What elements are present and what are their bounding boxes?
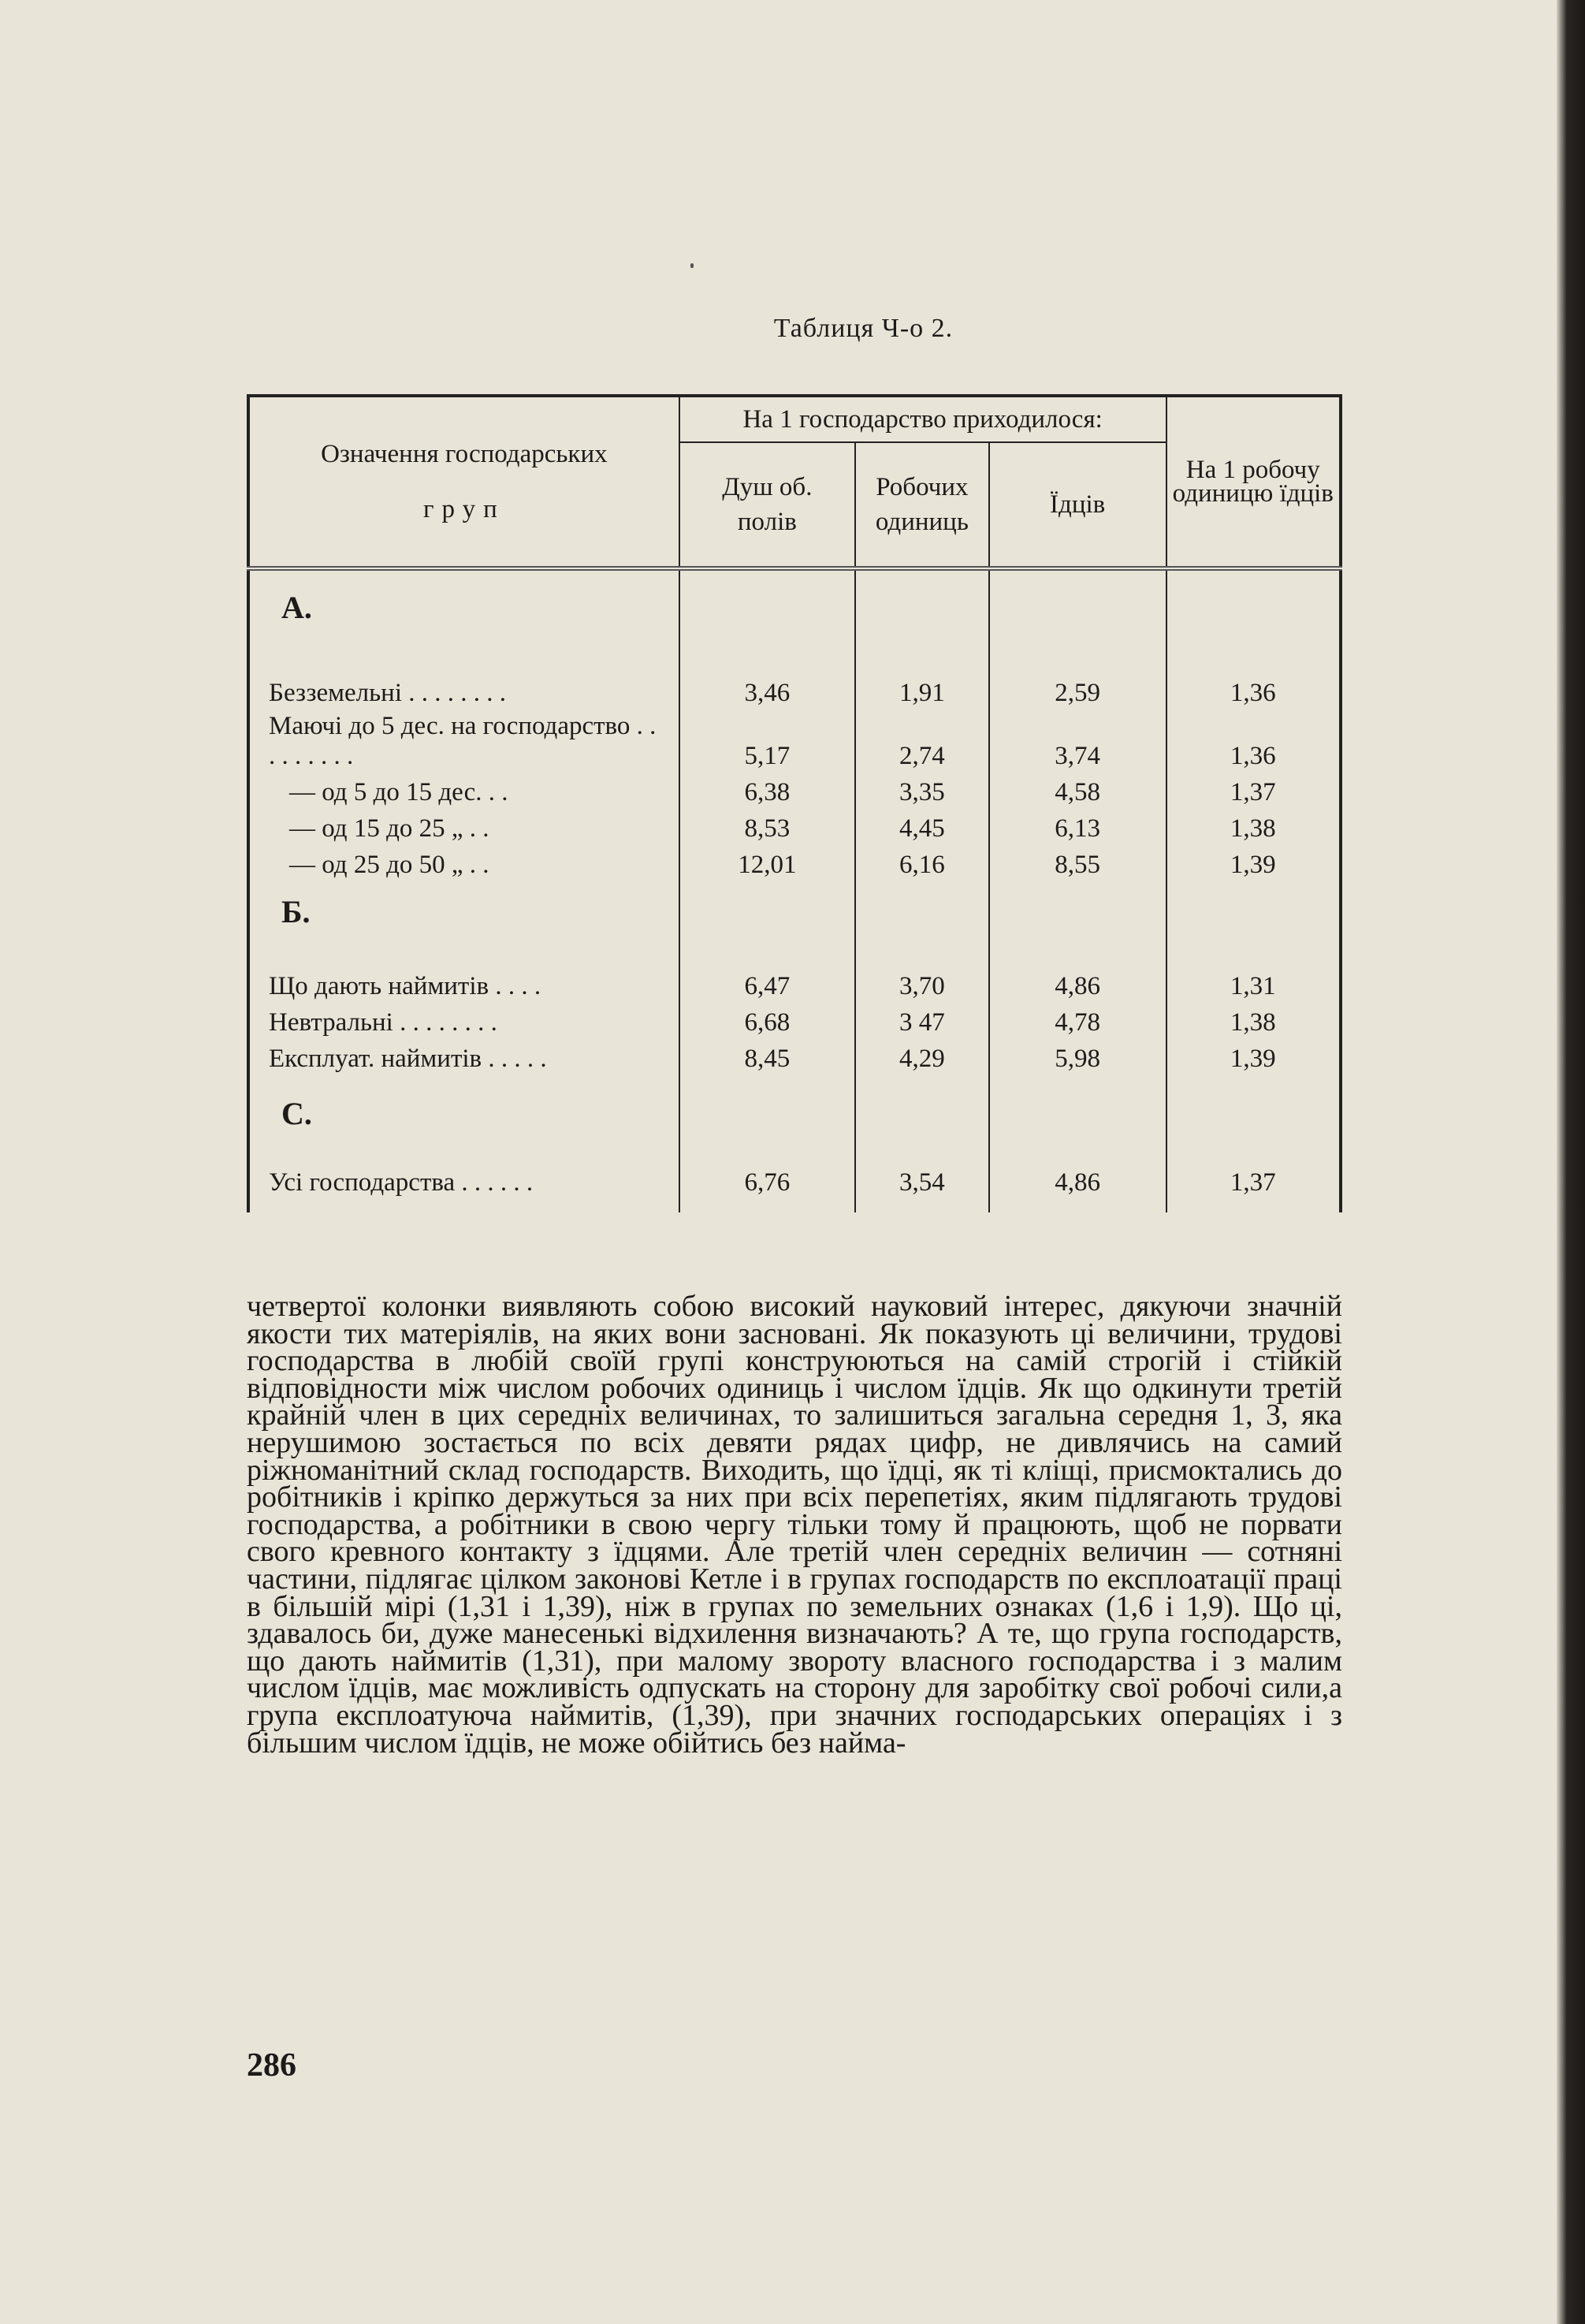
group-heading-c: С.	[248, 1074, 679, 1153]
header-group-col: Означення господарських груп	[248, 396, 679, 568]
cell-workers: 6,16	[855, 844, 989, 880]
header-span: На 1 господарство приходилося:	[679, 396, 1166, 442]
row-label: — од 15 до 25 „ . .	[248, 807, 679, 844]
header-eaters: Їдців	[989, 442, 1166, 568]
row-label: Безземельні . . . . . . . .	[248, 643, 679, 708]
cell-workers: 4,29	[855, 1037, 989, 1074]
cell-workers: 1,91	[855, 643, 989, 708]
cell-souls: 6,76	[679, 1153, 855, 1212]
header-workers: Робочих одиниць	[855, 442, 989, 568]
row-label: Експлуат. наймитів . . . . .	[248, 1037, 679, 1074]
cell-ratio: 1,39	[1166, 844, 1341, 880]
cell-souls: 5,17	[679, 708, 855, 771]
row-label: Невтральні . . . . . . . .	[248, 1001, 679, 1037]
cell-workers: 3 47	[855, 1001, 989, 1037]
cell-souls: 6,68	[679, 1001, 855, 1037]
cell-souls: 12,01	[679, 844, 855, 880]
cell-ratio: 1,37	[1166, 1153, 1341, 1212]
body-paragraph: четвертої колонки виявляють собою високий науковий інтерес, дякуючи значній якости тих матеріялів, на яких вони засновані. Як показують ці величини, трудові господарства в любій своїй групі конструюються на самій строгій і стійкій відповідности між числом робочих одиниць і числом їдців. Як що одкинути третій крайній член в цих середніх величинах, то залишиться загальна середня 1, 3, яка нерушимою зостається по всіх девяти рядах цифр, не дивлячись на самий ріжноманітний склад господарств. Виходить, що їдці, як ті кліщі, присмоктались до робітників і кріпко держуться за них при всіх перепетіях, яким підлягають трудові господарства, а робітники в свою чергу тільки тому й працюють, щоб не порвати свого кревного контакту з їдцями. Але третій член середніх величин — сотняні частини, підлягає цілком законові Кетле і в групах господарств по експлоатації праці в більшій мірі (1,31 і 1,39), ніж в групах по земельних ознаках (1,6 і 1,9). Що ці, здавалось би, дуже манесенькі відхилення визначають? А те, що група господарств, що дають наймитів (1,31), при малому звороту власного господарства і з малим числом їдців, має можливість одпускать на сторону для заробітку свої робочі сили,а група експлоатуюча наймитів, (1,39), при значних господарських операціях і з більшим числом їдців, не може обійтись без найма-	[247, 1290, 1342, 1760]
cell-eaters: 2,59	[989, 643, 1166, 708]
cell-ratio: 1,31	[1166, 943, 1341, 1001]
cell-eaters: 5,98	[989, 1037, 1166, 1074]
row-label: Що дають наймитів . . . .	[248, 943, 679, 1001]
cell-eaters: 4,78	[989, 1001, 1166, 1037]
cell-ratio: 1,37	[1166, 771, 1341, 807]
cell-souls: 6,38	[679, 771, 855, 807]
header-souls: Душ об. полів	[679, 442, 855, 568]
page-number: 286	[247, 2047, 296, 2084]
cell-eaters: 3,74	[989, 708, 1166, 771]
cell-eaters: 4,58	[989, 771, 1166, 807]
row-label: — од 25 до 50 „ . .	[248, 844, 679, 880]
cell-workers: 2,74	[855, 708, 989, 771]
group-heading-a: А.	[248, 568, 679, 643]
row-label: — од 5 до 15 дес. . .	[248, 771, 679, 807]
cell-eaters: 4,86	[989, 943, 1166, 1001]
cell-ratio: 1,38	[1166, 1001, 1341, 1037]
cell-ratio: 1,38	[1166, 807, 1341, 844]
cell-workers: 3,70	[855, 943, 989, 1001]
cell-ratio: 1,36	[1166, 708, 1341, 771]
page-edge-shadow	[1557, 0, 1585, 2324]
row-label: Маючі до 5 дес. на господарство . . . . . . . . .	[248, 708, 679, 771]
cell-workers: 3,35	[855, 771, 989, 807]
cell-workers: 3,54	[855, 1153, 989, 1212]
row-label: Усі господарства . . . . . .	[248, 1153, 679, 1212]
cell-souls: 8,53	[679, 807, 855, 844]
statistics-table	[247, 394, 1342, 1212]
cell-souls: 3,46	[679, 643, 855, 708]
cell-ratio: 1,36	[1166, 643, 1341, 708]
cell-workers: 4,45	[855, 807, 989, 844]
cell-eaters: 6,13	[989, 807, 1166, 844]
cell-ratio: 1,39	[1166, 1037, 1341, 1074]
print-speck	[690, 263, 694, 268]
cell-souls: 6,47	[679, 943, 855, 1001]
group-heading-b: Б.	[248, 880, 679, 943]
cell-souls: 8,45	[679, 1037, 855, 1074]
header-ratio: На 1 робочу одиницю їдців	[1166, 396, 1341, 568]
cell-eaters: 8,55	[989, 844, 1166, 880]
table-caption: Таблиця Ч-о 2.	[773, 314, 954, 343]
cell-eaters: 4,86	[989, 1153, 1166, 1212]
